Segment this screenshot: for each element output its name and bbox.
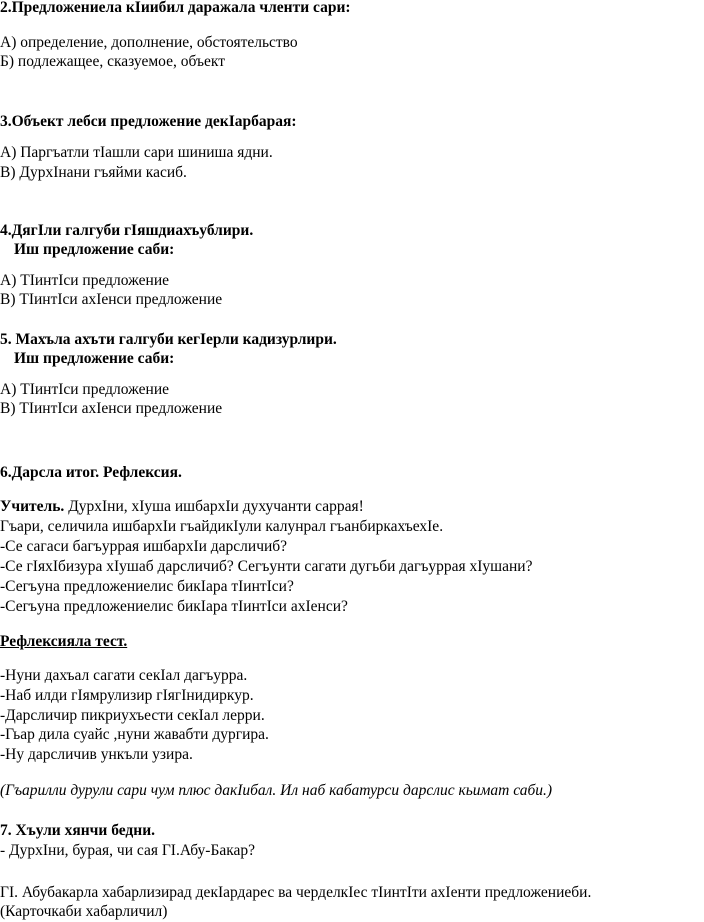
teacher-line xyxy=(0,497,364,517)
section-2-option-b: Б) подлежащее, сказуемое, объект xyxy=(0,53,225,70)
section-2-heading: 2.Предложениела кӀиибил даражала членти сари: xyxy=(0,0,351,16)
reflection-line: -Гьар дила суайс ,нуни жавабти дургира. xyxy=(0,726,269,743)
section-5-heading: 5. Махъла ахъти галгуби кегӀерли кадизурлири. xyxy=(0,331,337,348)
section-4-option-a: А) ТӀинтӀси предложение xyxy=(0,272,169,289)
section-3-option-b: В) ДурхӀнани гъяйми касиб. xyxy=(0,164,187,181)
section-3-heading: 3.Объект лебси предложение декӀарбарая: xyxy=(0,113,297,130)
section-7-paragraph: ГӀ. Абубакарла хабарлизирад декӀардарес ва черделкӀес тӀинтӀти ахӀенти предложениеби. xyxy=(0,884,592,901)
section-7-question: - ДурхӀни, бурая, чи сая ГӀ.Абу-Бакар? xyxy=(0,842,256,859)
reflection-note: (Гъарилли дурули сари чум плюс дакӀибал. Ил наб кабатурси дарслис кьимат саби.) xyxy=(0,782,553,799)
reflection-line: -Ну дарсличив ункъли узира. xyxy=(0,746,193,763)
section-5-option-a: А) ТӀинтӀси предложение xyxy=(0,381,169,398)
section-3-option-a: А) Паргъатли тӀашли сари шиниша ядни. xyxy=(0,144,273,161)
section-6-line: -Се сагаси багъуррая ишбархӀи дарсличиб? xyxy=(0,538,288,555)
section-4-heading: 4.ДягӀли галгуби гӀяшдиахъублири. xyxy=(0,222,254,239)
reflection-line: -Наб илди гӀямрулизир гӀягӀнидиркур. xyxy=(0,687,254,704)
section-6-line: -Се гӀяхӀбизура хӀушаб дарсличиб? Сегъунти сагати дугьби дагъуррая хӀушани? xyxy=(0,558,533,575)
reflection-line: -Нуни дахъал сагати секӀал дагъурра. xyxy=(0,667,248,684)
section-4-option-b: В) ТӀинтӀси ахӀенси предложение xyxy=(0,291,223,308)
reflection-test-heading: Рефлексияла тест. xyxy=(0,633,128,650)
section-2-option-a: А) определение, дополнение, обстоятельство xyxy=(0,34,298,51)
section-4-subheading: Иш предложение саби: xyxy=(14,241,175,258)
teacher-text: ДурхӀни, хӀуша ишбархӀи духучанти саррая! xyxy=(64,498,364,515)
section-7-heading: 7. Хъули хянчи бедни. xyxy=(0,822,156,839)
section-6-line: Гъари, селичила ишбархӀи гъайдикӀули калунрал гъанбиркахъехӀе. xyxy=(0,518,444,535)
section-5-option-b: В) ТӀинтӀси ахӀенси предложение xyxy=(0,400,223,417)
section-5-subheading: Иш предложение саби: xyxy=(14,350,175,367)
section-6-line: -Сегъуна предложениелис бикӀара тӀинтӀси? xyxy=(0,578,294,595)
section-6-line: -Сегъуна предложениелис бикӀара тӀинтӀси ахӀенси? xyxy=(0,598,348,615)
teacher-label: Учитель. xyxy=(0,498,65,515)
section-7-paragraph-note: (Карточкаби хабарличил) xyxy=(0,903,168,920)
section-6-heading: 6.Дарсла итог. Рефлексия. xyxy=(0,464,182,481)
reflection-line: -Дарсличир пикриухъести секӀал лерри. xyxy=(0,707,265,724)
